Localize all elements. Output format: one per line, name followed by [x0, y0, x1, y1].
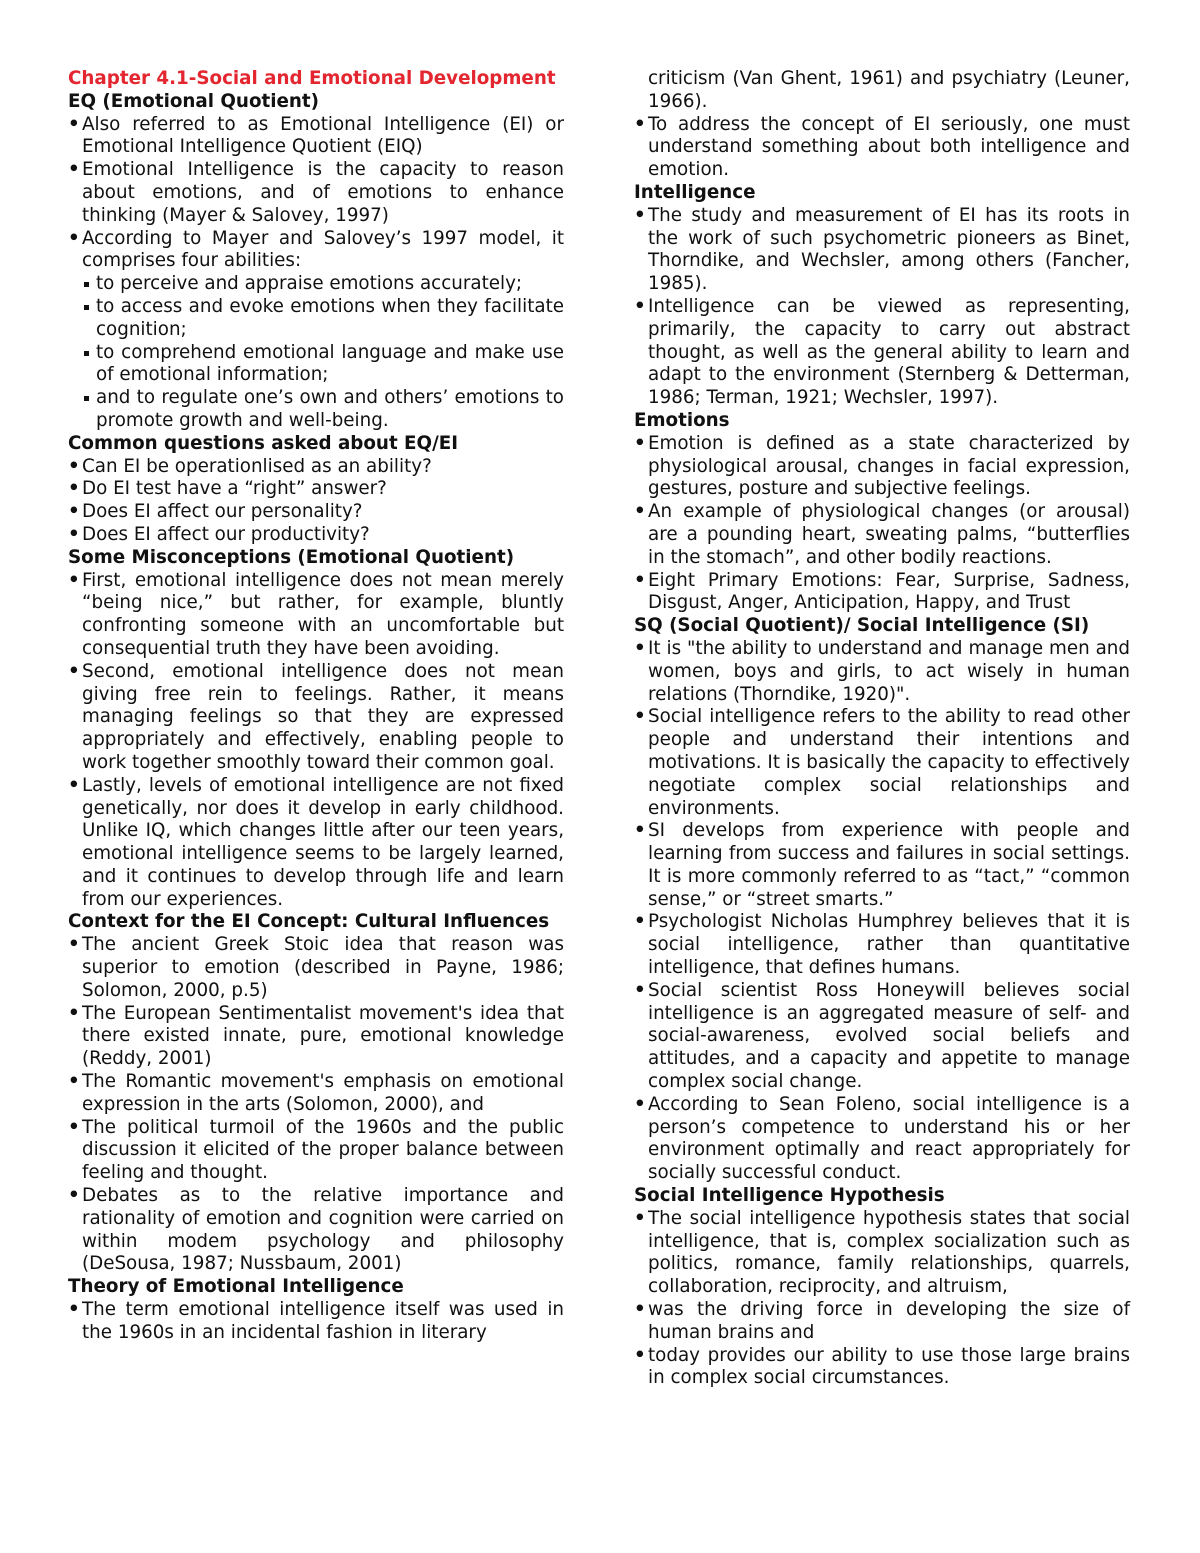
list-item: • Emotion is defined as a state characterized by physiological arousal, changes in facial expression, gestures, posture and subjective feelings.	[634, 433, 1130, 501]
list-item: • An example of physiological changes (or arousal) are a pounding heart, sweating palms, “butterflies in the stomach”, and other bodily reactions.	[634, 501, 1130, 569]
list-item: • The term emotional intelligence itself was used in the 1960s in an incidental fashion in literary	[68, 1299, 564, 1345]
list-item: • Also referred to as Emotional Intelligence (EI) or Emotional Intelligence Quotient (EIQ)	[68, 114, 564, 160]
list-item: • Emotional Intelligence is the capacity to reason about emotions, and of emotions to enhance thinking (Mayer & Salovey, 1997)	[68, 159, 564, 227]
list-item: • Lastly, levels of emotional intelligence are not fixed genetically, nor does it develop in early childhood. Unlike IQ, which changes little after our teen years, emotional intelligence seems to be largely learned, and it continues to develop through life and learn from our experiences.	[68, 775, 564, 912]
list-item: • Intelligence can be viewed as representing, primarily, the capacity to carry out abstract thought, as well as the general ability to learn and adapt to the environment (Sternberg & Detterman, 1986; Terman, 1921; Wechsler, 1997).	[634, 296, 1130, 410]
list-item: • The political turmoil of the 1960s and the public discussion it elicited of the proper balance between feeling and thought.	[68, 1117, 564, 1185]
list-item: • To address the concept of EI seriously, one must understand something about both intelligence and emotion.	[634, 114, 1130, 182]
list-item: • Social intelligence refers to the ability to read other people and understand their intentions and motivations. It is basically the capacity to effectively negotiate complex social relationships and environments.	[634, 706, 1130, 820]
list-item: • Social scientist Ross Honeywill believes social intelligence is an aggregated measure of self- and social-awareness, evolved social beliefs and attitudes, and a capacity and appetite to manage complex social change.	[634, 980, 1130, 1094]
intelligence-list	[634, 205, 1130, 410]
left-column	[68, 68, 564, 1345]
list-item: • The ancient Greek Stoic idea that reason was superior to emotion (described in Payne, 1986; Solomon, 2000, p.5)	[68, 934, 564, 1002]
list-item: • Does EI affect our productivity?	[68, 524, 564, 547]
heading-context: Context for the EI Concept: Cultural Influences	[68, 911, 550, 933]
heading-theory: Theory of Emotional Intelligence	[68, 1276, 404, 1298]
context-list	[68, 934, 564, 1276]
list-item: • Eight Primary Emotions: Fear, Surprise, Sadness, Disgust, Anger, Anticipation, Happy, and Trust	[634, 570, 1130, 616]
list-item: • First, emotional intelligence does not mean merely “being nice,” but rather, for example, bluntly confronting someone with an uncomfortable but consequential truth they have been avoiding.	[68, 570, 564, 661]
misconceptions-list	[68, 570, 564, 912]
right-column	[634, 68, 1130, 1390]
heading-common-questions: Common questions asked about EQ/EI	[68, 432, 459, 454]
list-item: • According to Sean Foleno, social intelligence is a person’s competence to understand his or her environment optimally and react appropriately for socially successful conduct.	[634, 1094, 1130, 1185]
sq-list	[634, 638, 1130, 1185]
list-item: • SI develops from experience with people and learning from success and failures in social settings. It is more commonly referred to as “tact,” “common sense,” or “street smarts.”	[634, 820, 1130, 911]
theory-list	[68, 1299, 564, 1345]
list-item: • According to Mayer and Salovey’s 1997 model, it comprises four abilities:	[68, 228, 564, 274]
list-item: • was the driving force in developing the size of human brains and	[634, 1299, 1130, 1345]
heading-emotions: Emotions	[634, 409, 730, 431]
list-item: • Second, emotional intelligence does not mean giving free rein to feelings. Rather, it means managing feelings so that they are expressed appropriately and effectively, enabling people to work together smoothly toward their common goal.	[68, 661, 564, 775]
list-item: • Does EI affect our personality?	[68, 501, 564, 524]
heading-misconceptions: Some Misconceptions (Emotional Quotient)	[68, 546, 515, 568]
emotions-list	[634, 433, 1130, 615]
list-item: • The social intelligence hypothesis states that social intelligence, that is, complex socialization such as politics, romance, family relationships, quarrels, collaboration, reciprocity, and altruism,	[634, 1208, 1130, 1299]
list-item: • Can EI be operationlised as an ability?	[68, 456, 564, 479]
heading-eq: EQ (Emotional Quotient)	[68, 90, 320, 112]
sub-list-item: to comprehend emotional language and make use of emotional information;	[68, 342, 564, 388]
list-item: • Psychologist Nicholas Humphrey believes that it is social intelligence, rather than quantitative intelligence, that defines humans.	[634, 911, 1130, 979]
hypothesis-list	[634, 1208, 1130, 1390]
list-item: • Do EI test have a “right” answer?	[68, 478, 564, 501]
list-item: • Debates as to the relative importance and rationality of emotion and cognition were carried on within modem psychology and philosophy (DeSousa, 1987; Nussbaum, 2001)	[68, 1185, 564, 1276]
heading-social-quotient: SQ (Social Quotient)/ Social Intelligence (SI)	[634, 615, 1090, 637]
list-item: • today provides our ability to use those large brains in complex social circumstances.	[634, 1345, 1130, 1391]
sub-list-item: to perceive and appraise emotions accurately;	[68, 273, 564, 296]
list-item: • The European Sentimentalist movement's idea that there existed innate, pure, emotional knowledge (Reddy, 2001)	[68, 1003, 564, 1071]
eq-list	[68, 114, 564, 433]
list-item: • The study and measurement of EI has its roots in the work of such psychometric pioneers as Binet, Thorndike, and Wechsler, among others (Fancher, 1985).	[634, 205, 1130, 296]
heading-hypothesis: Social Intelligence Hypothesis	[634, 1185, 945, 1207]
theory-continued-list	[634, 68, 1130, 182]
sub-list-item: and to regulate one’s own and others’ emotions to promote growth and well-being.	[68, 387, 564, 433]
list-item: • The Romantic movement's emphasis on emotional expression in the arts (Solomon, 2000), and	[68, 1071, 564, 1117]
questions-list	[68, 456, 564, 547]
chapter-title: Chapter 4.1-Social and Emotional Development	[68, 68, 556, 89]
heading-intelligence: Intelligence	[634, 181, 756, 203]
sub-list-item: to access and evoke emotions when they facilitate cognition;	[68, 296, 564, 342]
list-item-continuation: criticism (Van Ghent, 1961) and psychiatry (Leuner, 1966).	[648, 68, 1130, 112]
list-item: • It is "the ability to understand and manage men and women, boys and girls, to act wisely in human relations (Thorndike, 1920)".	[634, 638, 1130, 706]
